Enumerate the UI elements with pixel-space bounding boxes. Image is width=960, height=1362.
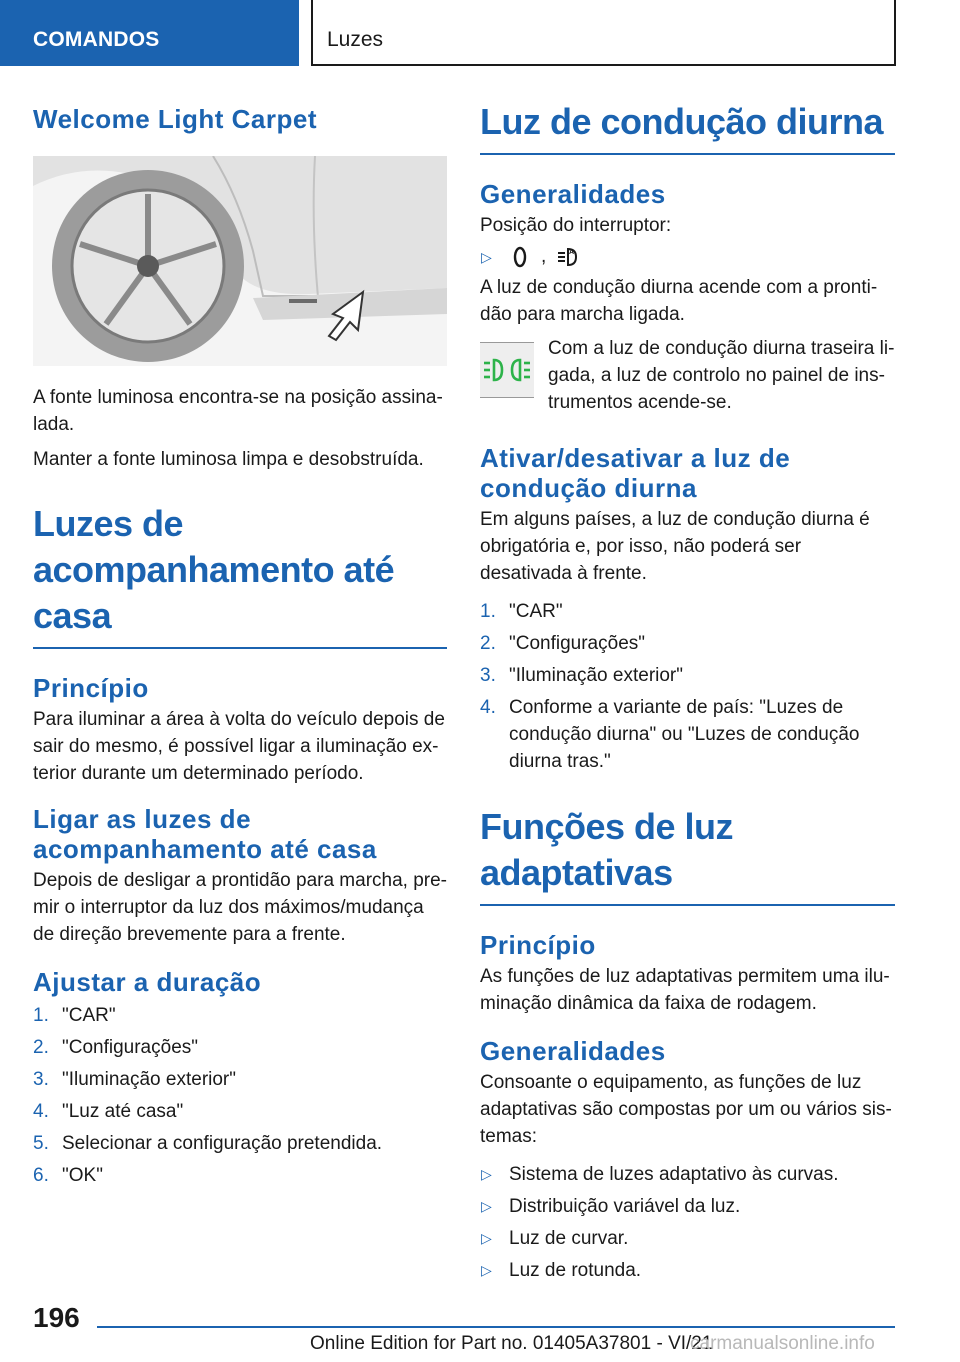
chapter-title-adaptive: Funções de luz adaptativas xyxy=(480,804,895,906)
triangle-bullet-icon: ▷ xyxy=(481,1166,492,1182)
section-tab xyxy=(0,0,299,66)
generalidades2-heading: Generalidades xyxy=(480,1036,666,1066)
list-item: 2. "Configurações" xyxy=(480,633,646,654)
principio2-heading: Princípio xyxy=(480,930,596,960)
daytime-running-light-indicator-icon xyxy=(480,342,534,398)
list-item: 4. Conforme a variante de país: "Luzes de condução diurna" ou "Luzes de condução diurna tras." xyxy=(480,697,860,772)
welcome-light-heading: Welcome Light Carpet xyxy=(33,104,318,134)
automatic-headlight-icon xyxy=(556,245,580,269)
ligar-text: Depois de desligar a prontidão para marcha, pre-mir o interruptor da luz dos máximos/mudança de direção brevemente para a frente. xyxy=(33,870,448,945)
triangle-bullet-icon: ▷ xyxy=(481,1262,492,1278)
ativar-heading: Ativar/desativar a luz de condução diurna xyxy=(480,443,791,503)
list-item: 4. "Luz até casa" xyxy=(33,1101,184,1122)
subsection-box xyxy=(311,0,896,66)
triangle-bullet-icon: ▷ xyxy=(481,1230,492,1246)
right-column xyxy=(480,96,895,1289)
switch-position-text: Posição do interruptor: xyxy=(480,215,672,236)
ativar-text: Em alguns países, a luz de condução diurna é obrigatória e, por isso, não poderá ser desativada à frente. xyxy=(480,509,870,584)
wheel-illustration xyxy=(33,156,447,366)
triangle-bullet-icon: ▷ xyxy=(481,1198,492,1214)
footer-divider xyxy=(97,1326,895,1328)
list-item: 1. "CAR" xyxy=(480,601,563,622)
generalidades-heading: Generalidades xyxy=(480,179,666,209)
watermark: carmanualsonline.info xyxy=(690,1333,875,1354)
triangle-bullet-icon: ▷ xyxy=(481,249,492,265)
drl-text: A luz de condução diurna acende com a pronti-dão para marcha ligada. xyxy=(480,277,878,325)
list-item: ▷ Sistema de luzes adaptativo às curvas. xyxy=(480,1161,895,1188)
edition-text: Online Edition for Part no. 01405A37801 - VI/21 xyxy=(310,1333,713,1354)
list-item: ▷ Luz de curvar. xyxy=(480,1225,895,1252)
page-header xyxy=(0,0,960,66)
list-item: 5. Selecionar a configuração pretendida. xyxy=(33,1133,383,1154)
indicator-block xyxy=(480,340,895,416)
list-item: ▷ Luz de rotunda. xyxy=(480,1257,895,1284)
list-item: 3. "Iluminação exterior" xyxy=(33,1069,237,1090)
list-item: 1. "CAR" xyxy=(33,1005,116,1026)
indicator-text: Com a luz de condução diurna traseira li-gada, a luz de controlo no painel de ins-trumentos acende-se. xyxy=(548,338,895,413)
light-switch-zero-icon xyxy=(509,245,531,269)
list-item: ▷ Distribuição variável da luz. xyxy=(480,1193,895,1220)
generalidades2-text: Consoante o equipamento, as funções de luz adaptativas são compostas por um ou vários sis-temas: xyxy=(480,1072,892,1147)
adaptive-systems-list xyxy=(480,1161,895,1284)
subsection-title: Luzes xyxy=(327,28,384,51)
principio-heading: Princípio xyxy=(33,673,149,703)
list-item: 6. "OK" xyxy=(33,1165,103,1186)
principio2-text: As funções de luz adaptativas permitem uma ilu-minação dinâmica da faixa de rodagem. xyxy=(480,966,890,1014)
chapter-title-drl: Luz de condução diurna xyxy=(480,99,895,155)
left-column xyxy=(33,96,447,1194)
list-item: 3. "Iluminação exterior" xyxy=(480,665,684,686)
welcome-text-2: Manter a fonte luminosa limpa e desobstruída. xyxy=(33,449,424,470)
page-number: 196 xyxy=(33,1302,80,1333)
section-title: COMANDOS xyxy=(33,28,160,51)
welcome-text-1: A fonte luminosa encontra-se na posição assina-lada. xyxy=(33,387,443,435)
ajustar-steps xyxy=(33,1002,447,1189)
ajustar-heading: Ajustar a duração xyxy=(33,967,262,997)
switch-positions-row xyxy=(480,243,895,270)
chapter-title-home-lights: Luzes de acompanhamento até casa xyxy=(33,501,447,649)
principio-text: Para iluminar a área à volta do veículo depois de sair do mesmo, é possível ligar a iluminação ex-terior durante um determinado período. xyxy=(33,709,445,784)
ligar-heading: Ligar as luzes de acompanhamento até casa xyxy=(33,804,377,864)
switch-separator: , xyxy=(541,246,547,267)
svg-text:A: A xyxy=(569,248,575,256)
ativar-steps xyxy=(480,598,895,775)
list-item: 2. "Configurações" xyxy=(33,1037,199,1058)
